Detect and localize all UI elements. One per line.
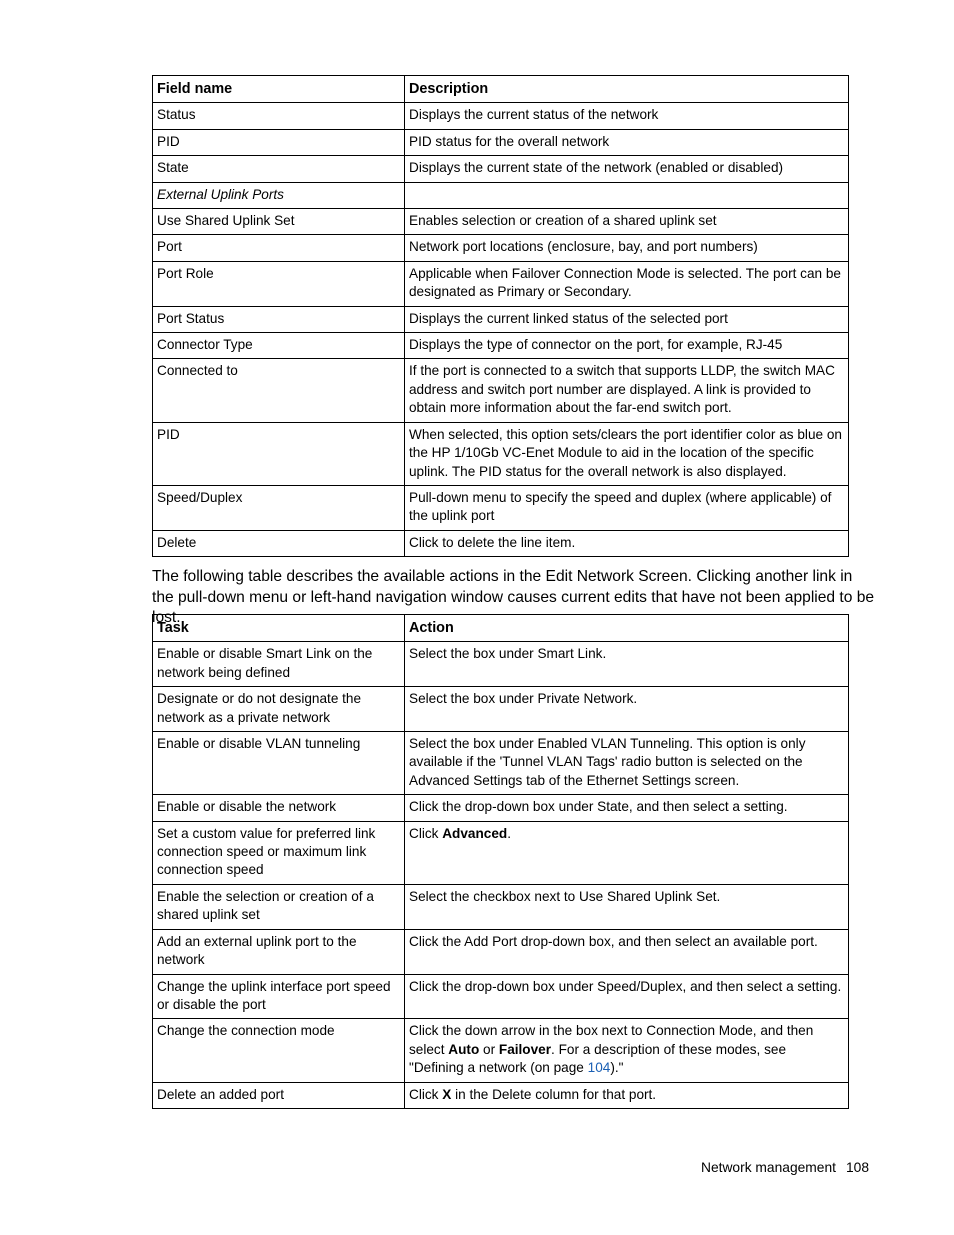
- description-cell: Network port locations (enclosure, bay, and port numbers): [405, 235, 849, 261]
- table-row: [153, 530, 849, 556]
- failover-label: Failover: [498, 1041, 552, 1057]
- field-name-cell: Port Role: [153, 261, 405, 306]
- field-name-cell: Connected to: [153, 359, 405, 422]
- description-cell: Displays the current linked status of the selected port: [405, 306, 849, 332]
- field-name-cell: Status: [153, 103, 405, 129]
- table-row: [153, 485, 849, 530]
- action-cell: Select the checkbox next to Use Shared Uplink Set.: [405, 884, 849, 929]
- table-row: [153, 1019, 849, 1082]
- description-cell: When selected, this option sets/clears the port identifier color as blue on the HP 1/10Gb VC-Enet Module to aid in the location of the specific uplink. The PID status for the overall network is also displayed.: [405, 422, 849, 485]
- table-row: [153, 129, 849, 155]
- table-row: [153, 422, 849, 485]
- action-text: in the Delete column for that port.: [451, 1086, 657, 1102]
- table-row: [153, 261, 849, 306]
- column-header-action: Action: [405, 615, 849, 642]
- description-cell: [405, 182, 849, 208]
- field-name-cell: Connector Type: [153, 333, 405, 359]
- table-row: [153, 182, 849, 208]
- task-cell: Change the connection mode: [153, 1019, 405, 1082]
- description-cell: PID status for the overall network: [405, 129, 849, 155]
- description-cell: Enables selection or creation of a shared uplink set: [405, 209, 849, 235]
- action-text: Click: [409, 825, 443, 841]
- field-name-cell: PID: [153, 129, 405, 155]
- action-text: ).": [610, 1060, 624, 1076]
- table-header-row: [153, 76, 849, 103]
- description-cell: Displays the type of connector on the port, for example, RJ-45: [405, 333, 849, 359]
- delete-x-label: X: [442, 1086, 452, 1102]
- advanced-label: Advanced: [442, 825, 508, 841]
- page-number: 108: [845, 1160, 869, 1175]
- table-row: [153, 795, 849, 821]
- task-cell: Enable the selection or creation of a shared uplink set: [153, 884, 405, 929]
- table-row: [153, 235, 849, 261]
- action-cell: Click the drop-down box under State, and then select a setting.: [405, 795, 849, 821]
- column-header-field-name: Field name: [153, 76, 405, 103]
- table-row: [153, 821, 849, 884]
- table-row: [153, 1082, 849, 1108]
- action-text: Click the down arrow in the box next to Connection Mode, and then select: [409, 1023, 814, 1057]
- field-name-cell: State: [153, 156, 405, 182]
- footer-section-title: Network management: [701, 1160, 836, 1175]
- column-header-description: Description: [405, 76, 849, 103]
- task-cell: Designate or do not designate the network as a private network: [153, 687, 405, 732]
- field-name-cell: Port Status: [153, 306, 405, 332]
- table-row: [153, 359, 849, 422]
- table-row: [153, 209, 849, 235]
- description-cell: Click to delete the line item.: [405, 530, 849, 556]
- table-row: [153, 732, 849, 795]
- intro-paragraph: The following table describes the available actions in the Edit Network Screen. Clicking another link in the pull-down menu or left-hand navigation window causes current edits that have not been applied to be lost.: [152, 568, 875, 626]
- field-name-cell: Delete: [153, 530, 405, 556]
- description-cell: Applicable when Failover Connection Mode is selected. The port can be designated as Primary or Secondary.: [405, 261, 849, 306]
- description-cell: Displays the current state of the network (enabled or disabled): [405, 156, 849, 182]
- field-name-cell: Use Shared Uplink Set: [153, 209, 405, 235]
- action-cell: [405, 821, 849, 884]
- action-cell: Select the box under Enabled VLAN Tunneling. This option is only available if the 'Tunnel VLAN Tags' radio button is selected on the Advanced Settings tab of the Ethernet Settings screen.: [405, 732, 849, 795]
- table-row: [153, 974, 849, 1019]
- task-cell: Delete an added port: [153, 1082, 405, 1108]
- field-name-cell: Speed/Duplex: [153, 485, 405, 530]
- description-cell: Pull-down menu to specify the speed and duplex (where applicable) of the uplink port: [405, 485, 849, 530]
- field-name-cell: External Uplink Ports: [153, 182, 405, 208]
- action-cell: Select the box under Private Network.: [405, 687, 849, 732]
- action-cell: Select the box under Smart Link.: [405, 642, 849, 687]
- table-row: [153, 333, 849, 359]
- table-row: [153, 103, 849, 129]
- table-row: [153, 156, 849, 182]
- description-cell: Displays the current status of the network: [405, 103, 849, 129]
- column-header-task: Task: [153, 615, 405, 642]
- action-text: .: [507, 825, 511, 841]
- table-row: [153, 306, 849, 332]
- action-text: . For a description of these modes, see "Defining a network (on page: [409, 1041, 787, 1076]
- table-row: [153, 687, 849, 732]
- field-name-cell: PID: [153, 422, 405, 485]
- action-text: or: [479, 1041, 499, 1057]
- action-cell: Click the Add Port drop-down box, and then select an available port.: [405, 929, 849, 974]
- table-row: [153, 642, 849, 687]
- task-cell: Enable or disable VLAN tunneling: [153, 732, 405, 795]
- action-cell: [405, 1019, 849, 1082]
- action-text: Click: [409, 1086, 443, 1102]
- description-cell: If the port is connected to a switch that supports LLDP, the switch MAC address and switch port number are displayed. A link is provided to obtain more information about the far-end switch port.: [405, 359, 849, 422]
- page-footer: [701, 1159, 869, 1177]
- table-header-row: [153, 615, 849, 642]
- page-reference-link[interactable]: 104: [587, 1060, 611, 1076]
- field-name-cell: Port: [153, 235, 405, 261]
- task-cell: Enable or disable Smart Link on the network being defined: [153, 642, 405, 687]
- field-description-table: [152, 75, 849, 557]
- task-cell: Enable or disable the network: [153, 795, 405, 821]
- task-cell: Set a custom value for preferred link connection speed or maximum link connection speed: [153, 821, 405, 884]
- task-action-table: [152, 614, 849, 1109]
- action-cell: Click the drop-down box under Speed/Duplex, and then select a setting.: [405, 974, 849, 1019]
- auto-label: Auto: [448, 1041, 480, 1057]
- task-cell: Change the uplink interface port speed or disable the port: [153, 974, 405, 1019]
- table-row: [153, 929, 849, 974]
- table-row: [153, 884, 849, 929]
- action-cell: [405, 1082, 849, 1108]
- task-cell: Add an external uplink port to the network: [153, 929, 405, 974]
